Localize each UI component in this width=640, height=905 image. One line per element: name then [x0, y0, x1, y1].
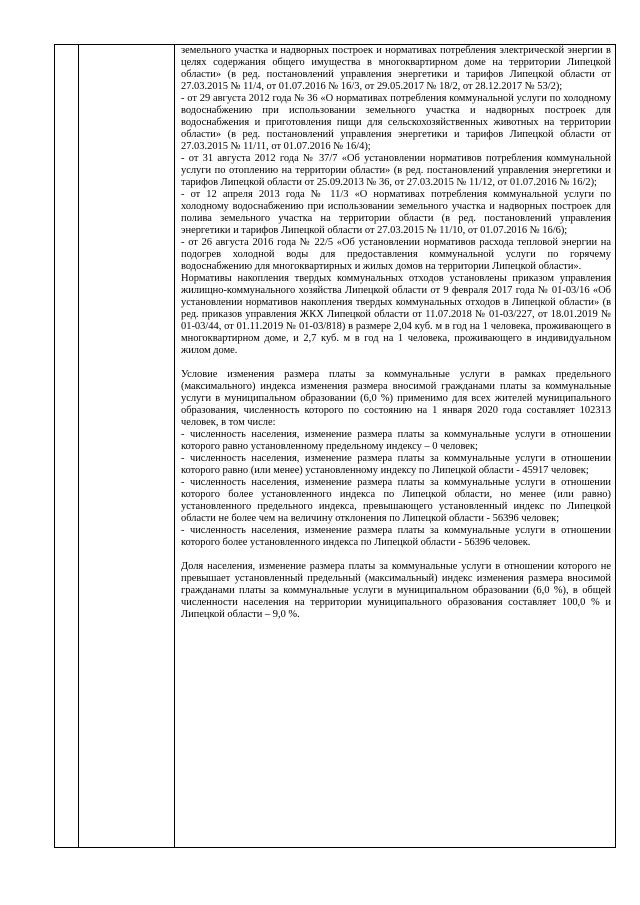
paragraph: - численность населения, изменение размера платы за коммунальные услуги в отношении которого равно (или менее) установленному индексу по Липецкой области - 45917 человек;: [181, 453, 611, 476]
paragraph: - от 12 апреля 2013 года № 11/3 «О нормативах потребления коммунальной услуги по холодному водоснабжению при использовании земельного участка и надворных построек для полива земельного участка на территории области (в ред. постановлений управления энергетики и тарифов Липецкой области от 27.03.2015 № 11/10, от 01.07.2016 № 16/6);: [181, 189, 611, 236]
paragraph: - от 29 августа 2012 года № 36 «О нормативах потребления коммунальной услуги по холодному водоснабжению при использовании земельного участка и надворных построек для водоснабжения и приготовления пищи для сельскохозяйственных животных на территории области» (в ред. постановлений управления энергетики и тарифов Липецкой области от 27.03.2015 № 11/11, от 01.07.2016 № 16/4);: [181, 93, 611, 152]
paragraph: Нормативы накопления твердых коммунальных отходов установлены приказом управления жилищно-коммунального хозяйства Липецкой области от 9 февраля 2017 года № 01-03/16 «Об установлении нормативов накопления твердых коммунальных отходов в Липецкой области» (в ред. приказов управления ЖКХ Липецкой области от 11.07.2018 № 01-03/227, от 18.01.2019 № 01-03/44, от 01.11.2019 № 01-03/818) в размере 2,04 куб. м в год на 1 человека, проживающего в многоквартирном доме, и 2,7 куб. м в год на 1 человека, проживающего в индивидуальном жилом доме.: [181, 273, 611, 356]
paragraph-gap: [181, 549, 611, 561]
paragraph: - численность населения, изменение размера платы за коммунальные услуги в отношении которого равно установленному предельному индексу – 0 человек;: [181, 429, 611, 452]
document-table: [54, 44, 616, 848]
paragraph-gap: [181, 357, 611, 369]
paragraph: - численность населения, изменение размера платы за коммунальные услуги в отношении которого более установленного индекса по Липецкой области, но менее (или равно) установленного предельного индекса, превышающего установленный индекс по Липецкой области не более чем на величину отклонения по Липецкой области - 56396 человек;: [181, 477, 611, 524]
paragraph: - от 26 августа 2016 года № 22/5 «Об установлении нормативов расхода тепловой энергии на подогрев холодной воды для предоставления коммунальной услуги по горячему водоснабжению для многоквартирных и жилых домов на территории Липецкой области».: [181, 237, 611, 272]
paragraph: - численность населения, изменение размера платы за коммунальные услуги в отношении которого более установленного индекса по Липецкой области - 56396 человек.: [181, 525, 611, 548]
paragraph: Доля населения, изменение размера платы за коммунальные услуги в отношении которого не превышает установленный предельный (максимальный) индекс изменения размера вносимой гражданами платы за коммунальные услуги в муниципальном образовании (6,0 %), в общей численности населения на территории муниципального образования составляет 100,0 % и Липецкой области – 9,0 %.: [181, 561, 611, 620]
paragraph: - от 31 августа 2012 года № 37/7 «Об установлении нормативов потребления коммунальной услуги по отоплению на территории области» (в ред. постановлений управления энергетики и тарифов Липецкой области от 25.09.2013 № 36, от 27.03.2015 № 11/12, от 01.07.2016 № 16/2);: [181, 153, 611, 188]
paragraph: Условие изменения размера платы за коммунальные услуги в рамках предельного (максимального) индекса изменения размера вносимой гражданами платы за коммунальные услуги в муниципальном образовании (6,0 %) применимо для всех жителей муниципального образования, численность которого по состоянию на 1 января 2020 года составляет 102313 человек, в том числе:: [181, 369, 611, 428]
row-text-cell: [175, 45, 615, 847]
row-number-cell: [55, 45, 79, 847]
row-name-cell: [79, 45, 175, 847]
paragraph: земельного участка и надворных построек и нормативах потребления электрической энергии в целях содержания общего имущества в многоквартирном доме на территории Липецкой области» (в ред. постановлений управления энергетики и тарифов Липецкой области от 27.03.2015 № 11/4, от 01.07.2016 № 16/3, от 29.05.2017 № 18/2, от 28.12.2017 № 53/2);: [181, 45, 611, 92]
